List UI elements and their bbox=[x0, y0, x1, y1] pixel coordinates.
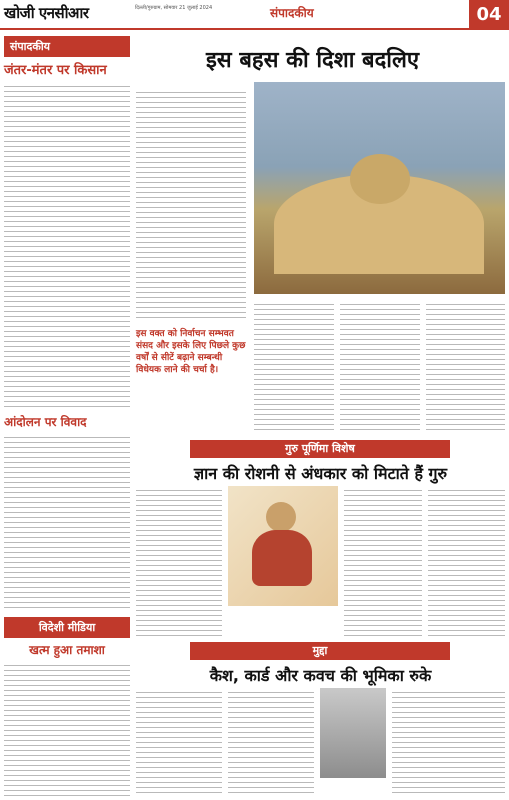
feature1-band: गुरु पूर्णिमा विशेष bbox=[190, 440, 450, 458]
section2-title: आंदोलन पर विवाद bbox=[4, 415, 87, 429]
section-title: संपादकीय bbox=[270, 6, 314, 20]
feature2-story bbox=[136, 664, 505, 796]
section2-body bbox=[4, 433, 130, 611]
lead-pullquote: इस वक्त को निर्वाचन सम्भवत संसद और इसके लिए पिछले कुछ वर्षों से सीटें बढ़ाने सम्बन्धी विधेयक लाने की चर्चा है। bbox=[136, 329, 246, 375]
lead-story bbox=[136, 36, 505, 436]
page-header bbox=[0, 0, 509, 30]
lead-col4 bbox=[426, 300, 505, 432]
section3-kicker: विदेशी मीडिया bbox=[4, 617, 130, 638]
editorial-subtitle: जंतर-मंतर पर किसान bbox=[4, 63, 107, 78]
section3-body bbox=[4, 661, 130, 800]
lead-headline: इस बहस की दिशा बदलिए bbox=[206, 48, 420, 73]
left-column bbox=[4, 36, 130, 796]
section3-title: खत्म हुआ तमाशा bbox=[29, 643, 105, 657]
feature1-col3 bbox=[428, 486, 505, 636]
feature2-col2 bbox=[228, 688, 314, 794]
feature1-illustration bbox=[228, 486, 338, 606]
feature1-story bbox=[136, 462, 505, 638]
page-number: 04 bbox=[469, 0, 509, 30]
lead-col2 bbox=[254, 300, 334, 432]
feature2-band: मुद्दा bbox=[190, 642, 450, 660]
lead-photo bbox=[254, 82, 505, 294]
editorial-body bbox=[4, 82, 130, 410]
feature2-col1 bbox=[136, 688, 222, 794]
feature1-col2 bbox=[344, 486, 422, 636]
feature2-col3 bbox=[392, 688, 505, 794]
lead-col1 bbox=[136, 88, 246, 318]
lead-col3 bbox=[340, 300, 420, 432]
feature2-photo bbox=[320, 688, 386, 778]
masthead: खोजी एनसीआर bbox=[4, 4, 89, 22]
feature1-headline: ज्ञान की रोशनी से अंधकार को मिटाते हैं गुरु bbox=[193, 464, 448, 483]
dateline: दिल्ली/गुरुग्राम, सोमवार 21 जुलाई 2024 bbox=[135, 5, 213, 11]
feature1-col1 bbox=[136, 486, 222, 636]
feature2-headline: कैश, कार्ड और कवच की भूमिका रुके bbox=[209, 666, 432, 685]
editorial-kicker: संपादकीय bbox=[4, 36, 130, 57]
